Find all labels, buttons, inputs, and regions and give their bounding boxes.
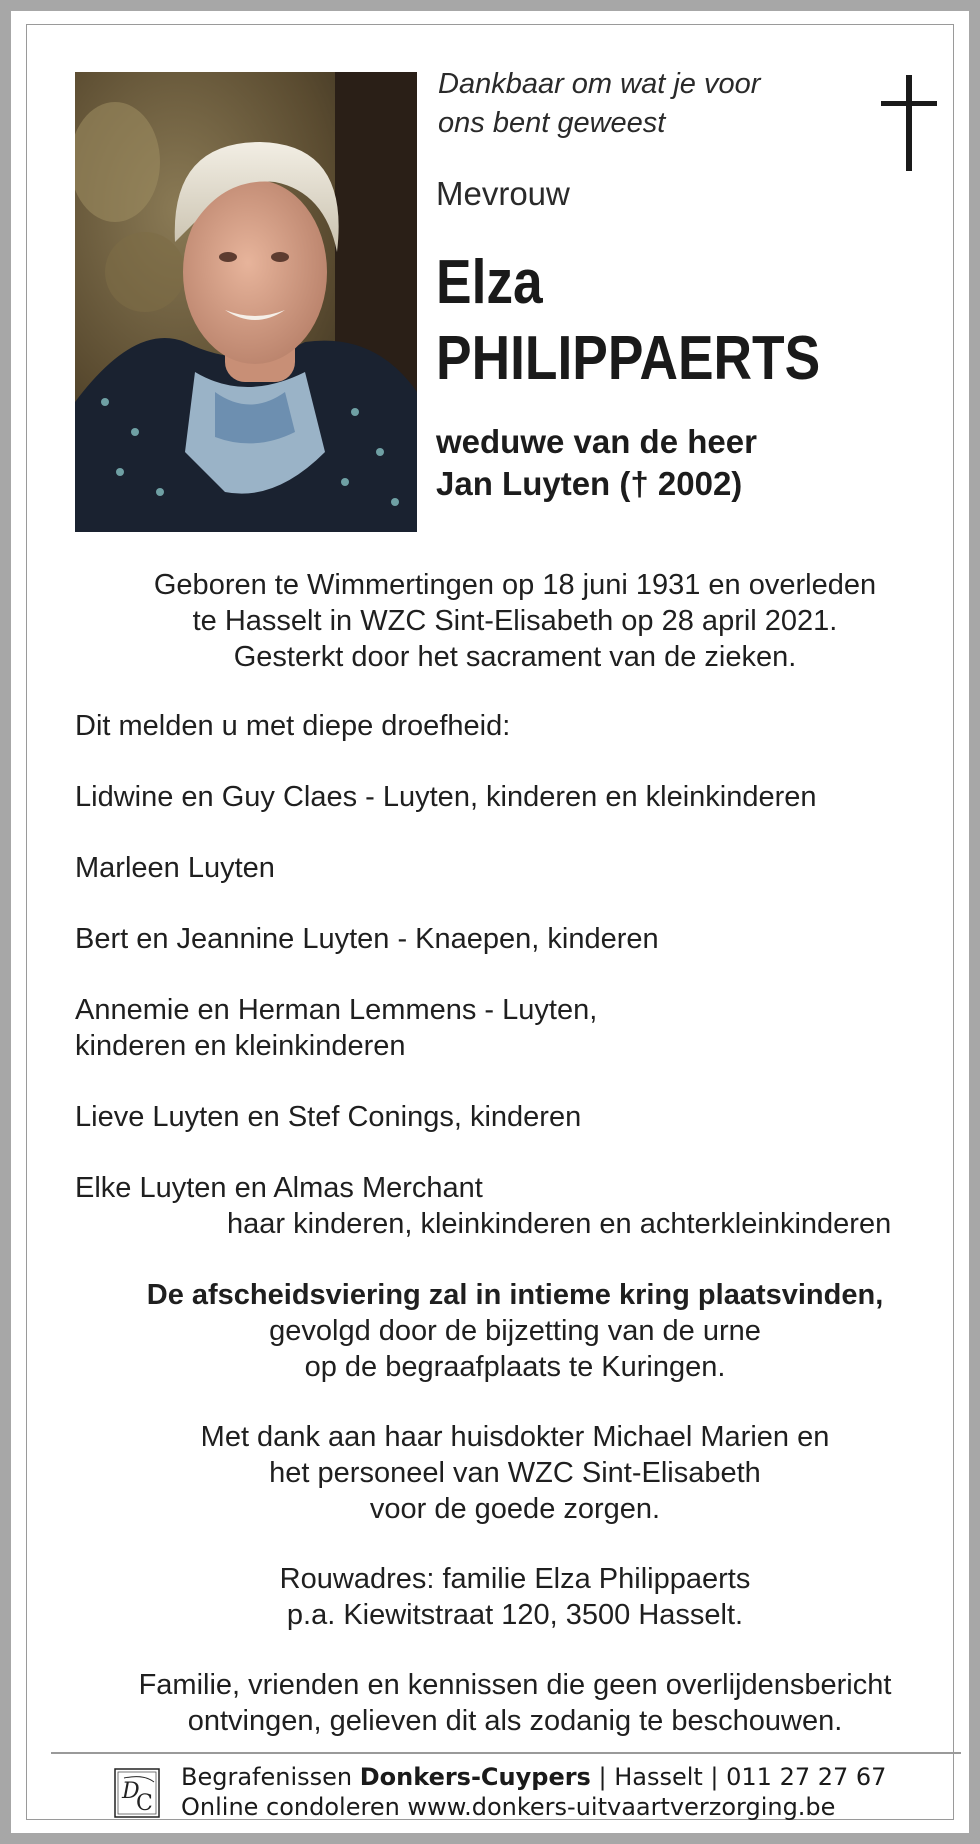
obituary-frame: [26, 24, 954, 1820]
birth-death-paragraph: [75, 567, 955, 675]
footer-suffix: | Hasselt | 011 27 27 67: [590, 1763, 887, 1791]
notice-paragraph: [75, 1667, 955, 1739]
family-entry-5: Lieve Luyten en Stef Conings, kinderen: [75, 1101, 582, 1133]
birth-line-1: Geboren te Wimmertingen op 18 juni 1931 en overleden: [153, 569, 877, 601]
address-paragraph: [75, 1561, 955, 1633]
address-line-1: Rouwadres: familie Elza Philippaerts: [279, 1563, 751, 1595]
motto: [438, 65, 818, 143]
footer-brand: Donkers-Cuypers: [359, 1763, 591, 1791]
birth-line-2: te Hasselt in WZC Sint-Elisabeth op 28 april 2021.: [192, 605, 838, 637]
widow-statement: [436, 421, 936, 505]
thanks-line-2: het personeel van WZC Sint-Elisabeth: [269, 1457, 761, 1489]
family-entry-3: Bert en Jeannine Luyten - Knaepen, kinderen: [75, 923, 659, 955]
footer-prefix: Begrafenissen: [181, 1763, 360, 1791]
footer-divider: [51, 1752, 961, 1754]
address-line-2: p.a. Kiewitstraat 120, 3500 Hasselt.: [286, 1599, 744, 1631]
birth-line-3: Gesterkt door het sacrament van de zieken.: [233, 641, 797, 673]
svg-text:D: D: [122, 1779, 140, 1804]
funeral-home-logo-icon: [114, 1768, 160, 1818]
motto-line-1: Dankbaar om wat je voor: [438, 68, 761, 100]
family-entry-2: Marleen Luyten: [75, 852, 275, 884]
widow-line-1: weduwe van de heer: [436, 423, 757, 460]
svg-text:C: C: [136, 1791, 153, 1816]
portrait-photo: [75, 72, 417, 532]
cross-icon: [881, 75, 937, 171]
thanks-paragraph: [75, 1419, 955, 1527]
family-entry-4: [75, 992, 955, 1064]
family-entry-6-line-2: haar kinderen, kleinkinderen en achterkleinkinderen: [227, 1208, 892, 1240]
family-entry-4-line-2: kinderen en kleinkinderen: [75, 1030, 406, 1062]
ceremony-line-3: op de begraafplaats te Kuringen.: [304, 1351, 726, 1383]
family-entry-4-line-1: Annemie en Herman Lemmens - Luyten,: [75, 994, 598, 1026]
footer-line-2[interactable]: Online condoleren www.donkers-uitvaartverzorging.be: [181, 1793, 836, 1821]
first-name: Elza: [436, 248, 543, 317]
notice-line-1: Familie, vrienden en kennissen die geen overlijdensbericht: [138, 1669, 892, 1701]
last-name: PHILIPPAERTS: [436, 324, 821, 393]
widow-line-2: Jan Luyten († 2002): [436, 465, 743, 502]
family-entry-6-line-1: Elke Luyten en Almas Merchant: [75, 1172, 483, 1204]
announce-intro: Dit melden u met diepe droefheid:: [75, 710, 511, 742]
family-entry-1: Lidwine en Guy Claes - Luyten, kinderen en kleinkinderen: [75, 781, 817, 813]
deceased-name: [436, 245, 866, 397]
notice-line-2: ontvingen, gelieven dit als zodanig te beschouwen.: [187, 1705, 843, 1737]
thanks-line-1: Met dank aan haar huisdokter Michael Marien en: [200, 1421, 830, 1453]
footer-line-1: [181, 1762, 941, 1792]
ceremony-line-1: De afscheidsviering zal in intieme kring plaatsvinden,: [146, 1279, 884, 1311]
motto-line-2: ons bent geweest: [438, 107, 666, 139]
thanks-line-3: voor de goede zorgen.: [369, 1493, 661, 1525]
ceremony-line-2: gevolgd door de bijzetting van de urne: [269, 1315, 761, 1347]
obituary-card: [11, 11, 969, 1833]
family-entry-6: [75, 1170, 955, 1242]
footer-contact: [181, 1762, 941, 1822]
portrait-photo-icon: [75, 72, 417, 532]
honorific: Mevrouw: [436, 175, 570, 212]
ceremony-paragraph: [75, 1277, 955, 1385]
